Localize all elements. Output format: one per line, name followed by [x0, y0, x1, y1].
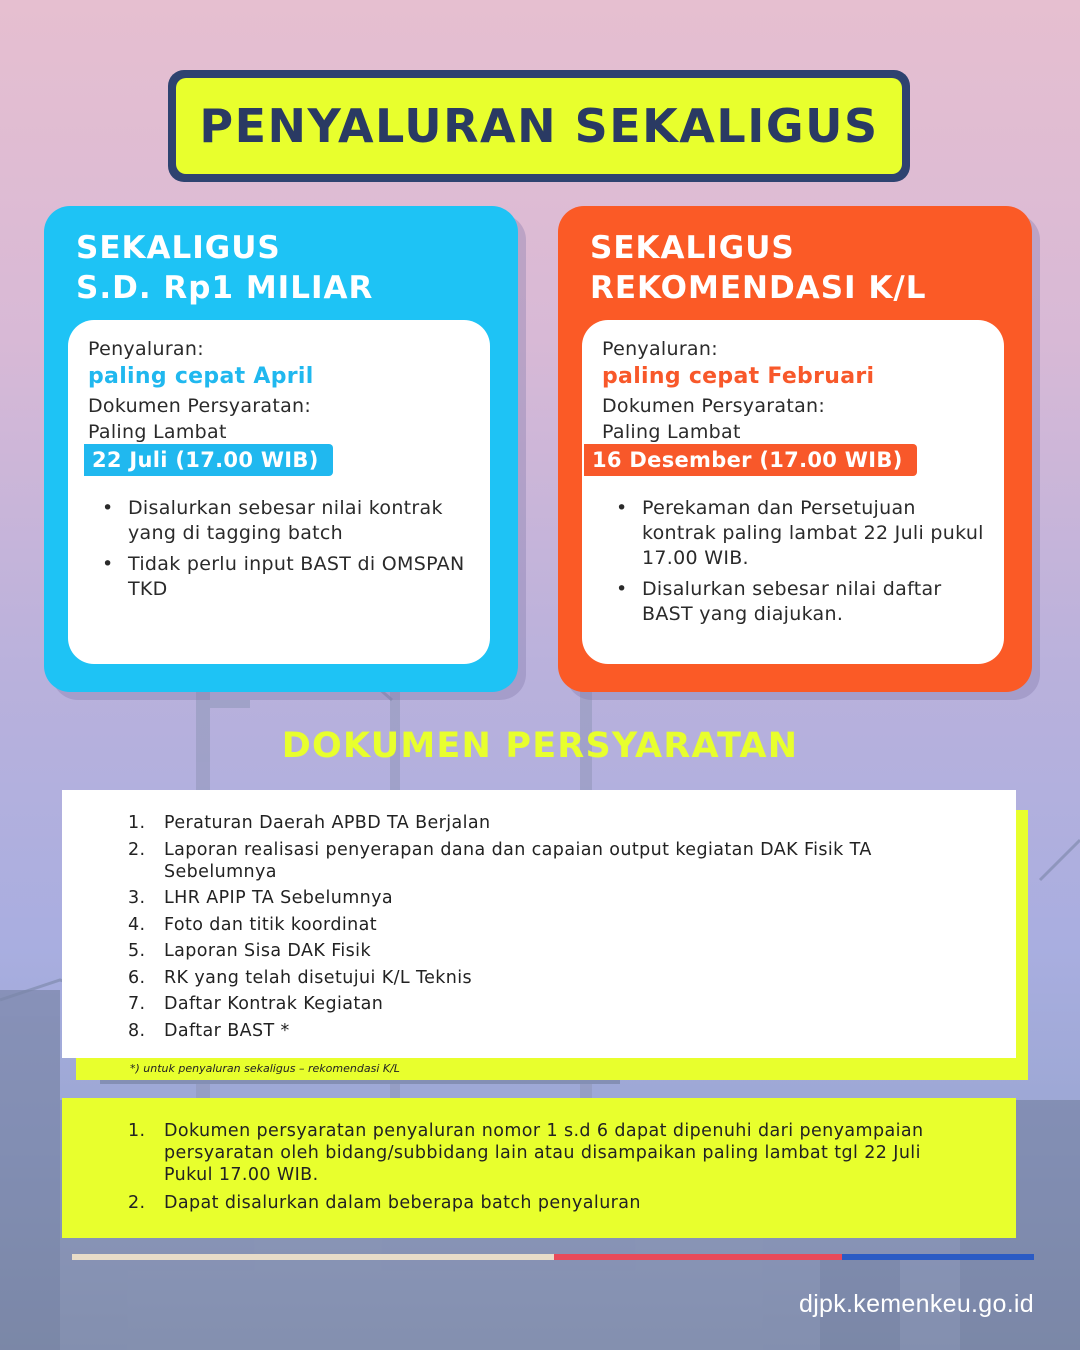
list-item [128, 914, 888, 936]
item-number: 5. [128, 941, 146, 961]
list-item [616, 577, 984, 627]
footer-url[interactable]: djpk.kemenkeu.go.id [798, 1290, 1034, 1318]
card-title [76, 228, 373, 308]
bullet-dot-icon: • [102, 553, 114, 575]
card-title-line1: SEKALIGUS [76, 230, 281, 266]
notes-list [128, 1120, 948, 1220]
item-number: 4. [128, 914, 146, 935]
item-text: LHR APIP TA Sebelumnya [164, 888, 394, 908]
card-bullet-list [616, 496, 984, 633]
list-item [102, 552, 470, 602]
section-heading: DOKUMEN PERSYARATAN [281, 726, 799, 766]
list-item [128, 940, 888, 962]
notes-box [62, 1098, 1016, 1238]
item-number: 1. [128, 813, 146, 833]
footer-stripe-red [554, 1254, 842, 1260]
title-banner [168, 70, 910, 182]
item-text: Dapat disalurkan dalam beberapa batch penyaluran [164, 1193, 641, 1213]
item-number: 8. [128, 1020, 146, 1041]
item-text: Peraturan Daerah APBD TA Berjalan [164, 813, 491, 833]
item-number: 6. [128, 967, 146, 988]
item-number: 2. [128, 839, 146, 860]
list-item [128, 839, 888, 883]
bullet-text: Disalurkan sebesar nilai kontrak yang di tagging batch [128, 497, 443, 544]
card-title [590, 228, 926, 308]
bullet-dot-icon: • [616, 578, 628, 600]
item-number: 1. [128, 1121, 146, 1141]
list-item [128, 887, 888, 909]
footer-stripe-light [72, 1254, 554, 1260]
penyaluran-label: Penyaluran: [88, 338, 204, 360]
item-text: Daftar Kontrak Kegiatan [164, 994, 384, 1014]
footnote: *) untuk penyaluran sekaligus – rekomendasi K/L [130, 1062, 400, 1075]
item-text: Laporan realisasi penyerapan dana dan capaian output kegiatan DAK Fisik TA Sebelumnya [164, 839, 872, 882]
bullet-dot-icon: • [102, 497, 114, 519]
card-sekaligus-rp1-miliar [44, 206, 518, 692]
documents-box [62, 790, 1016, 1058]
card-sekaligus-rekomendasi-kl [558, 206, 1032, 692]
list-item [102, 496, 470, 546]
paling-lambat-label: Paling Lambat [602, 421, 741, 443]
footer-stripe-blue [842, 1254, 1034, 1260]
title-banner-inner [176, 78, 902, 174]
paling-lambat-label: Paling Lambat [88, 421, 227, 443]
item-text: Laporan Sisa DAK Fisik [164, 941, 371, 961]
list-item [128, 993, 888, 1015]
dokumen-label: Dokumen Persyaratan: [602, 395, 826, 417]
item-text: RK yang telah disetujui K/L Teknis [164, 967, 473, 988]
bullet-text: Perekaman dan Persetujuan kontrak paling lambat 22 Juli pukul 17.00 WIB. [642, 497, 984, 569]
item-text: Foto dan titik koordinat [164, 914, 377, 935]
bullet-dot-icon: • [616, 497, 628, 519]
list-item [128, 1120, 948, 1186]
penyaluran-label: Penyaluran: [602, 338, 718, 360]
card-title-line1: SEKALIGUS [590, 230, 795, 266]
item-number: 2. [128, 1193, 146, 1213]
list-item [128, 967, 888, 989]
card-content-panel [68, 320, 490, 664]
item-number: 7. [128, 994, 146, 1014]
list-item [128, 1192, 948, 1214]
dokumen-label: Dokumen Persyaratan: [88, 395, 312, 417]
documents-list [128, 812, 888, 1046]
item-number: 3. [128, 888, 146, 908]
list-item [128, 1020, 888, 1042]
deadline-badge: 22 Juli (17.00 WIB) [84, 444, 333, 476]
bullet-text: Disalurkan sebesar nilai daftar BAST yang diajukan. [642, 578, 942, 625]
deadline-badge: 16 Desember (17.00 WIB) [584, 444, 917, 476]
page-title: PENYALURAN SEKALIGUS [199, 99, 879, 153]
list-item [128, 812, 888, 834]
penyaluran-value: paling cepat April [88, 364, 314, 389]
penyaluran-value: paling cepat Februari [602, 364, 875, 389]
item-text: Daftar BAST * [164, 1020, 290, 1041]
card-title-line2: S.D. Rp1 MILIAR [76, 270, 374, 306]
bullet-text: Tidak perlu input BAST di OMSPAN TKD [128, 553, 465, 600]
list-item [616, 496, 984, 571]
card-content-panel [582, 320, 1004, 664]
card-title-line2: REKOMENDASI K/L [590, 270, 927, 306]
card-bullet-list [102, 496, 470, 608]
item-text: Dokumen persyaratan penyaluran nomor 1 s.d 6 dapat dipenuhi dari penyampaian persyaratan oleh bidang/subbidang lain atau disampaikan paling lambat tgl 22 Juli Pukul 17.00 WIB. [164, 1121, 924, 1185]
